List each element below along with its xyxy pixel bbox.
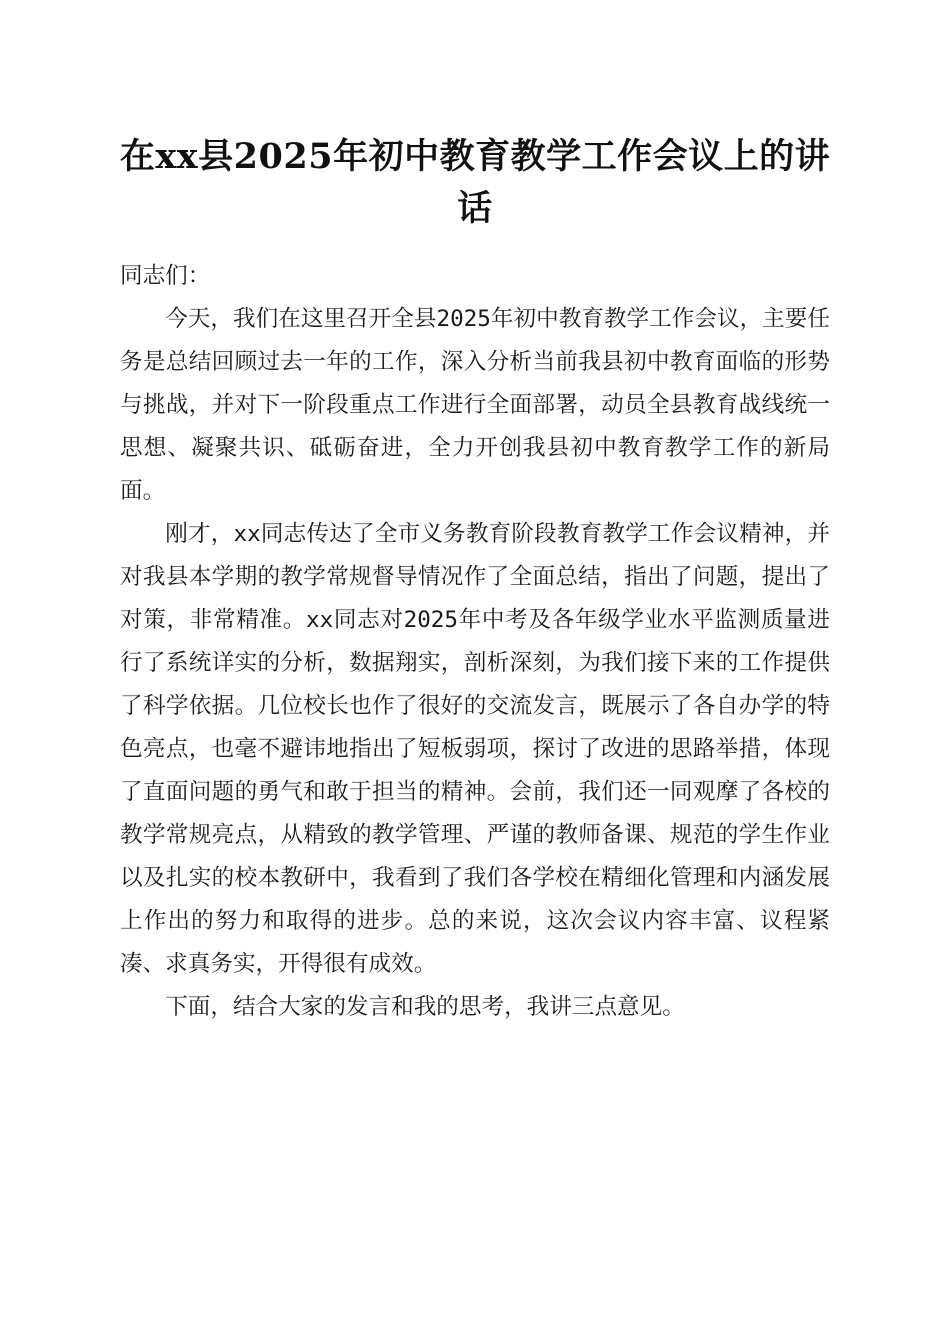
paragraph-3: 下面，结合大家的发言和我的思考，我讲三点意见。 <box>165 994 685 1020</box>
document-title: 在xx县2025年初中教育教学工作会议上的讲话 <box>119 136 831 229</box>
paragraph-2: 刚才，xx同志传达了全市义务教育阶段教育教学工作会议精神，并对我县本学期的教学常规督导情况作了全面总结，指出了问题，提出了对策，非常精准。xx同志对2025年中考及各年级学业水平监测质量进行了系统详实的分析，数据翔实，剖析深刻，为我们接下来的工作提供了科学依据。几位校长也作了很好的交流发言，既展示了各自办学的特色亮点，也毫不避讳地指出了短板弱项，探讨了改进的思路举措，体现了直面问题的勇气和敢于担当的精神。会前，我们还一同观摩了各校的教学常规亮点，从精致的教学管理、严谨的教师备课、规范的学生作业以及扎实的校本教研中，我看到了我们各学校在精细化管理和内涵发展上作出的努力和取得的进步。总的来说，这次会议内容丰富、议程紧凑、求真务实，开得很有成效。 <box>120 521 830 977</box>
salutation: 同志们： <box>120 263 211 289</box>
document-body <box>120 255 830 1029</box>
paragraph-1: 今天，我们在这里召开全县2025年初中教育教学工作会议，主要任务是总结回顾过去一年的工作，深入分析当前我县初中教育面临的形势与挑战，并对下一阶段重点工作进行全面部署，动员全县教育战线统一思想、凝聚共识、砥砺奋进，全力开创我县初中教育教学工作的新局面。 <box>120 306 830 504</box>
